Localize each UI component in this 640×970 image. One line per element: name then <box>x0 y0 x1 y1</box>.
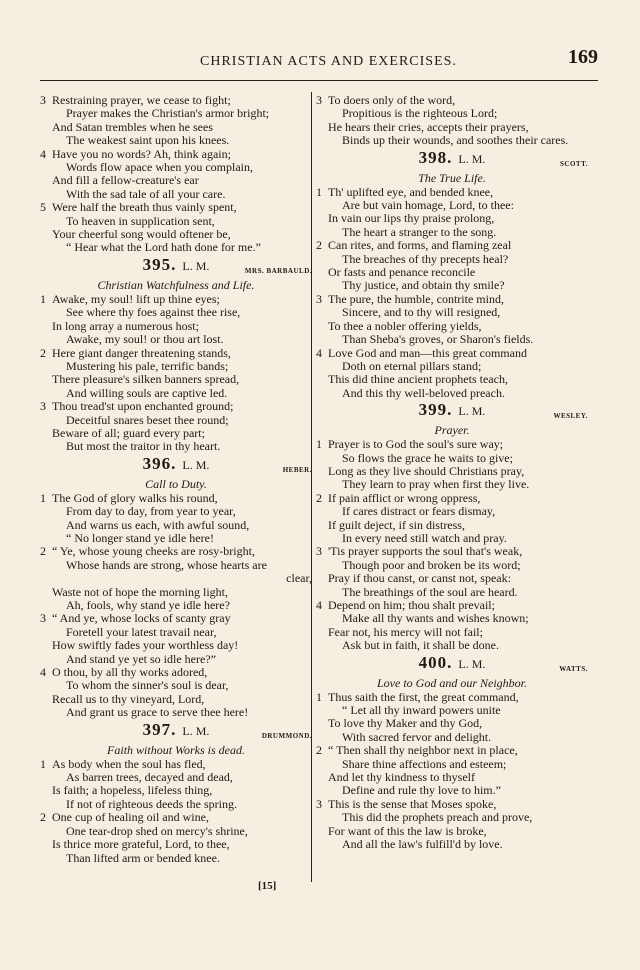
verse <box>40 293 312 347</box>
verse-number: 1 <box>40 291 46 306</box>
verse-line: Mustering his pale, terrific bands; <box>66 358 229 373</box>
running-title: CHRISTIAN ACTS AND EXERCISES. <box>200 54 457 69</box>
verse-line: “ Hear what the Lord hath done for me.” <box>66 240 261 255</box>
verse-number: 3 <box>316 291 322 306</box>
verse-line: And let thy kindness to thyself <box>328 770 475 785</box>
verse-line: Words flow apace when you complain, <box>66 160 253 175</box>
verse-line: So flows the grace he waits to give; <box>342 450 513 465</box>
verse-line: Make all thy wants and wishes known; <box>342 611 529 626</box>
verse-line: Is thrice more grateful, Lord, to thee, <box>52 837 230 852</box>
hymn-meter: L. M. <box>458 151 486 166</box>
verse-line: In every need still watch and pray. <box>342 530 507 545</box>
verse <box>40 666 312 720</box>
verse-line: They learn to pray when first they live. <box>342 477 530 492</box>
verse-line: Doth on eternal pillars stand; <box>342 358 482 373</box>
hymn-meter: L. M. <box>182 258 210 273</box>
verse-line: Awake, my soul! or thou art lost. <box>66 332 224 347</box>
verse-line: 4 Love God and man—this great command <box>316 345 527 360</box>
verse-line: And all the law's fulfill'd by love. <box>342 837 503 852</box>
hymn-meter: L. M. <box>182 723 210 738</box>
verse-line: And fill a fellow-creature's ear <box>52 173 199 188</box>
hymn-title: Christian Watchfulness and Life. <box>97 277 255 292</box>
verse-number: 2 <box>40 345 46 360</box>
verse-line: If cares distract or fears dismay, <box>342 504 496 519</box>
verse-number: 3 <box>40 399 46 414</box>
hymn-title: Call to Duty. <box>145 476 207 491</box>
verse-line: How swiftly fades your worthless day! <box>52 638 239 653</box>
verse-line: 3 “ And ye, whose locks of scanty gray <box>40 611 231 626</box>
verse-line: 1 Thus saith the first, the great command, <box>316 689 519 704</box>
hymn-number: 399. <box>418 400 453 420</box>
hymn-number: 400. <box>418 652 453 672</box>
verse-line: He hears their cries, accepts their prayers, <box>328 119 529 134</box>
verse <box>316 293 588 347</box>
verse-number: 4 <box>40 665 46 680</box>
verse <box>40 612 312 666</box>
verse-line: 1 As body when the soul has fled, <box>40 756 206 771</box>
verse <box>316 691 588 745</box>
verse-line: 4 Depend on him; thou shalt prevail; <box>316 598 495 612</box>
verse-line: Deceitful snares beset thee round; <box>66 412 229 427</box>
verse-line: 2 Can rites, and forms, and flaming zeal <box>316 238 512 253</box>
verse-line: “ Let all thy inward powers unite <box>342 703 501 718</box>
verse-line: Is faith; a hopeless, lifeless thing, <box>52 783 213 798</box>
hymn-heading <box>40 255 312 277</box>
verse-line: 2 Here giant danger threatening stands, <box>40 345 231 360</box>
verse-line: 3 To doers only of the word, <box>316 93 456 107</box>
hymn-author: WESLEY. <box>553 412 588 421</box>
hymn-number: 397. <box>142 719 177 739</box>
verse-line: 3 Thou tread'st upon enchanted ground; <box>40 399 234 414</box>
verse <box>40 811 312 865</box>
verse-line: 3 'Tis prayer supports the soul that's weak, <box>316 544 523 559</box>
hymn-author: WATTS. <box>559 664 588 673</box>
verse-line: From day to day, from year to year, <box>66 504 236 519</box>
verse-line: But most the traitor in thy heart. <box>66 439 221 454</box>
verse-number: 2 <box>316 743 322 758</box>
hymn-meter: L. M. <box>458 404 486 419</box>
verse-line: Foretell your latest travail near, <box>66 624 217 639</box>
verse <box>40 492 312 546</box>
verse-line: 4 O thou, by all thy works adored, <box>40 665 208 680</box>
verse-number: 3 <box>316 93 322 107</box>
verse-line: 2 One cup of healing oil and wine, <box>40 810 209 825</box>
verse-number: 1 <box>40 756 46 771</box>
verse-line: For want of this the law is broke, <box>328 823 487 838</box>
verse-number: 1 <box>40 490 46 505</box>
verse <box>40 148 312 202</box>
verse-number: 2 <box>316 490 322 505</box>
verse-number: 2 <box>40 544 46 559</box>
verse-line: Ah, fools, why stand ye idle here? <box>66 598 230 612</box>
verse-line: The weakest saint upon his knees. <box>66 133 230 148</box>
verse-line: 4 Have you no words? Ah, think again; <box>40 146 231 161</box>
verse-number: 2 <box>316 238 322 253</box>
verse-line: See where thy foes against thee rise, <box>66 305 241 320</box>
verse <box>40 400 312 454</box>
verse-line: And stand ye yet so idle here?” <box>66 651 216 666</box>
verse <box>40 758 312 812</box>
verse <box>316 798 588 852</box>
verse-number: 4 <box>316 345 322 360</box>
hymn-number: 396. <box>142 453 177 473</box>
verse-line: The heart a stranger to the song. <box>342 224 497 239</box>
verse <box>316 347 588 401</box>
verse-line: 1 The God of glory walks his round, <box>40 490 218 505</box>
hymn-heading <box>316 148 588 170</box>
verse-line: 1 Awake, my soul! lift up thine eyes; <box>40 291 220 306</box>
verse-line: 1 Prayer is to God the soul's sure way; <box>316 437 504 452</box>
verse-line: To heaven in supplication sent, <box>66 213 215 228</box>
verse-number: 2 <box>40 810 46 825</box>
verse-line: To whom the sinner's soul is dear, <box>66 678 229 693</box>
verse-line: To thee a nobler offering yields, <box>328 318 482 333</box>
hymn-title: Love to God and our Neighbor. <box>377 675 527 690</box>
left-column <box>40 94 312 865</box>
hymn-heading <box>40 454 312 476</box>
verse-number: 3 <box>40 93 46 107</box>
hymn-author: HEBER. <box>282 465 312 474</box>
verse-line: Beware of all; guard every part; <box>52 425 205 440</box>
verse-line: Are but vain homage, Lord, to thee: <box>342 198 514 213</box>
hymn-heading <box>40 720 312 742</box>
verse-line: Long as they live should Christians pray, <box>328 463 525 478</box>
verse-line: In vain our lips thy praise prolong, <box>328 211 495 226</box>
verse-line: Ask but in faith, it shall be done. <box>342 638 499 653</box>
verse-line: 2 “ Then shall thy neighbor next in place, <box>316 743 518 758</box>
verse-line: With the sad tale of all your care. <box>66 186 226 201</box>
hymn-number: 398. <box>418 147 453 167</box>
verse-line: Recall us to thy vineyard, Lord, <box>52 691 205 706</box>
hymn-meter: L. M. <box>182 457 210 472</box>
verse <box>316 186 588 240</box>
verse <box>316 94 588 148</box>
verse <box>316 438 588 492</box>
verse <box>40 201 312 255</box>
verse-line: And willing souls are captive led. <box>66 385 228 400</box>
verse <box>40 545 312 612</box>
verse <box>40 94 312 148</box>
verse-line: 3 Restraining prayer, we cease to fight; <box>40 93 231 107</box>
verse-line: The breaches of thy precepts heal? <box>342 251 509 266</box>
verse-number: 3 <box>316 544 322 559</box>
verse-line: Share thine affections and esteem; <box>342 756 507 771</box>
verse <box>316 599 588 653</box>
verse-line: Prayer makes the Christian's armor bright; <box>66 106 270 121</box>
verse-line: If not of righteous deeds the spring. <box>66 796 237 811</box>
verse-line: 2 “ Ye, whose young cheeks are rosy-bright, <box>40 544 255 559</box>
verse-line: Thy justice, and obtain thy smile? <box>342 278 505 293</box>
verse-line: The breathings of the soul are heard. <box>342 584 518 599</box>
verse-line: One tear-drop shed on mercy's shrine, <box>66 823 248 838</box>
hymn-title: Faith without Works is dead. <box>107 742 245 757</box>
verse-line: Fear not, his mercy will not fail; <box>328 624 483 639</box>
verse-line: This did the prophets preach and prove, <box>342 810 533 825</box>
hymn-author: SCOTT. <box>560 159 588 168</box>
verse-line: Your cheerful song would oftener be, <box>52 227 231 242</box>
verse-line: In long array a numerous host; <box>52 318 199 333</box>
header-rule <box>40 80 598 81</box>
verse-line: And this thy well-beloved preach. <box>342 385 505 400</box>
verse <box>316 744 588 798</box>
verse-line: clear, <box>286 571 312 586</box>
verse-number: 4 <box>40 146 46 161</box>
verse-line: There pleasure's silken banners spread, <box>52 372 240 387</box>
hymn-heading <box>316 400 588 422</box>
verse-line: If guilt deject, if sin distress, <box>328 517 465 532</box>
verse-line: And grant us grace to serve thee here! <box>66 705 249 720</box>
verse-line: “ No longer stand ye idle here! <box>66 530 214 545</box>
hymn-heading <box>316 653 588 675</box>
verse-line: 3 The pure, the humble, contrite mind, <box>316 291 504 306</box>
hymn-title: Prayer. <box>434 423 470 438</box>
verse <box>316 545 588 599</box>
hymn-number: 395. <box>142 254 177 274</box>
hymn-title: The True Life. <box>418 170 486 185</box>
verse-line: 3 This is the sense that Moses spoke, <box>316 796 497 811</box>
verse-number: 1 <box>316 184 322 199</box>
verse-number: 4 <box>316 598 322 612</box>
verse-line: Waste not of hope the morning light, <box>52 584 229 599</box>
signature-mark: [15] <box>258 880 277 892</box>
right-column <box>316 94 588 852</box>
hymn-meter: L. M. <box>458 656 486 671</box>
hymn-author: DRUMMOND. <box>261 731 312 740</box>
verse-line: Though poor and broken be its word; <box>342 557 521 572</box>
verse-line: Whose hands are strong, whose hearts are <box>66 557 267 572</box>
verse-number: 5 <box>40 200 46 215</box>
verse-line: Pray if thou canst, or canst not, speak: <box>328 571 511 586</box>
verse-line: 2 If pain afflict or wrong oppress, <box>316 490 481 505</box>
verse-line: Than lifted arm or bended knee. <box>66 850 220 865</box>
verse-line: 1 Th' uplifted eye, and bended knee, <box>316 184 494 199</box>
hymn-author: MRS. BARBAULD. <box>244 266 312 275</box>
verse-line: Or fasts and penance reconcile <box>328 265 476 280</box>
verse-number: 1 <box>316 689 322 704</box>
verse-line: With sacred fervor and delight. <box>342 729 492 744</box>
verse-line: Sincere, and to thy will resigned, <box>342 305 501 320</box>
verse <box>40 347 312 401</box>
verse <box>316 492 588 546</box>
verse-line: Than Sheba's groves, or Sharon's fields. <box>342 332 534 347</box>
verse-line: This did thine ancient prophets teach, <box>328 372 508 387</box>
verse-line: Binds up their wounds, and soothes their cares. <box>342 133 569 148</box>
verse-line: Propitious is the righteous Lord; <box>342 106 498 121</box>
page-header <box>40 46 598 76</box>
verse-line: And warns us each, with awful sound, <box>66 517 250 532</box>
verse-number: 3 <box>40 611 46 626</box>
verse-line: 5 Were half the breath thus vainly spent, <box>40 200 237 215</box>
verse-number: 1 <box>316 437 322 452</box>
verse-line: And Satan trembles when he sees <box>52 119 213 134</box>
verse-line: Define and rule thy love to him.” <box>342 783 501 798</box>
verse-line: To love thy Maker and thy God, <box>328 716 483 731</box>
page-number: 169 <box>568 46 598 68</box>
verse-line: As barren trees, decayed and dead, <box>66 770 233 785</box>
verse <box>316 239 588 293</box>
verse-number: 3 <box>316 796 322 811</box>
